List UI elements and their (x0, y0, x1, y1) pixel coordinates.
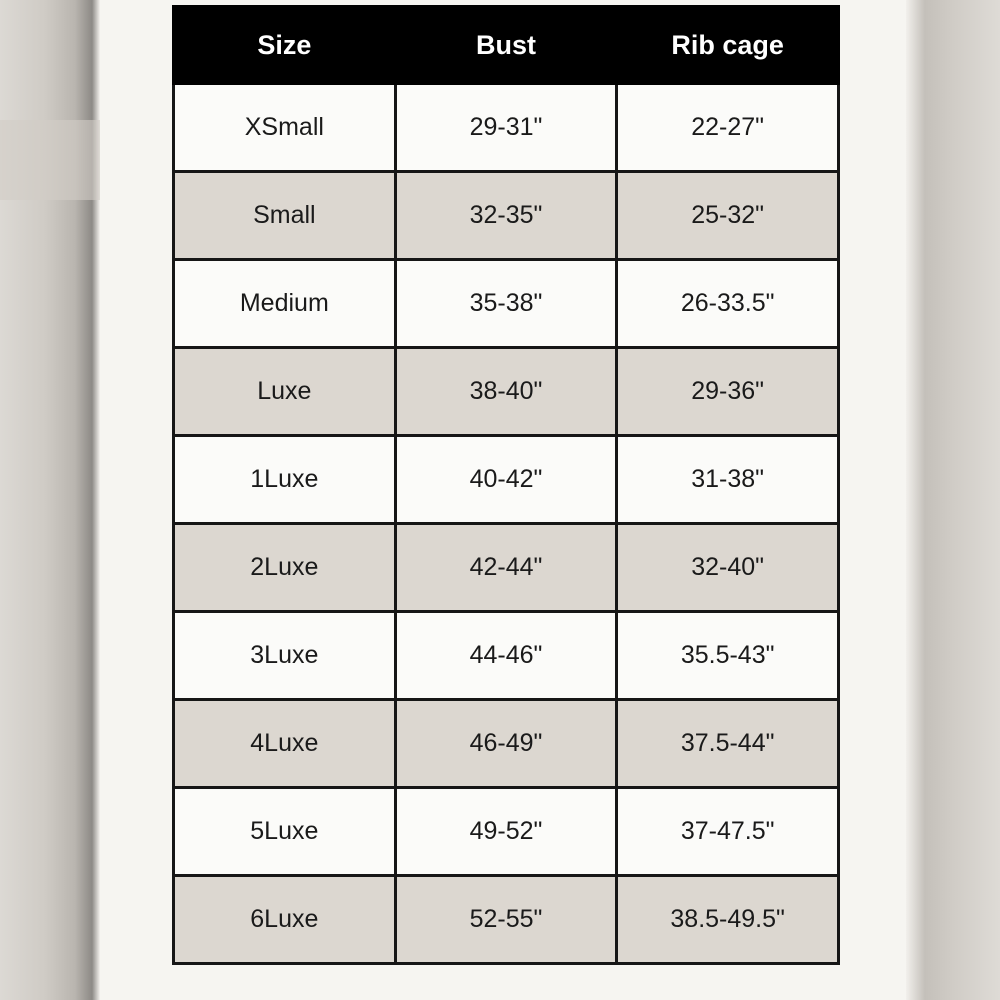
table-row (174, 612, 839, 700)
column-header-size: Size (174, 7, 396, 84)
table-row (174, 876, 839, 964)
bust-cell: 52-55" (395, 876, 617, 964)
size-cell: Small (174, 172, 396, 260)
background-blur-right (906, 0, 1000, 1000)
table-row (174, 348, 839, 436)
table-row (174, 260, 839, 348)
size-cell: Luxe (174, 348, 396, 436)
rib-cage-cell: 25-32" (617, 172, 839, 260)
table-row (174, 84, 839, 172)
bust-cell: 49-52" (395, 788, 617, 876)
size-cell: 1Luxe (174, 436, 396, 524)
size-cell: 3Luxe (174, 612, 396, 700)
bust-cell: 46-49" (395, 700, 617, 788)
table-row (174, 524, 839, 612)
rib-cage-cell: 31-38" (617, 436, 839, 524)
size-cell: 6Luxe (174, 876, 396, 964)
size-cell: 5Luxe (174, 788, 396, 876)
rib-cage-cell: 37-47.5" (617, 788, 839, 876)
table-row (174, 172, 839, 260)
table-body (174, 84, 839, 964)
table-row (174, 436, 839, 524)
rib-cage-cell: 32-40" (617, 524, 839, 612)
bust-cell: 42-44" (395, 524, 617, 612)
rib-cage-cell: 38.5-49.5" (617, 876, 839, 964)
bust-cell: 32-35" (395, 172, 617, 260)
bust-cell: 38-40" (395, 348, 617, 436)
background-blur-left (0, 0, 100, 1000)
size-cell: Medium (174, 260, 396, 348)
rib-cage-cell: 29-36" (617, 348, 839, 436)
bust-cell: 40-42" (395, 436, 617, 524)
bust-cell: 29-31" (395, 84, 617, 172)
header-row (174, 7, 839, 84)
rib-cage-cell: 37.5-44" (617, 700, 839, 788)
size-cell: XSmall (174, 84, 396, 172)
rib-cage-cell: 26-33.5" (617, 260, 839, 348)
table-row (174, 788, 839, 876)
size-cell: 2Luxe (174, 524, 396, 612)
bust-cell: 44-46" (395, 612, 617, 700)
size-chart-table (172, 5, 840, 965)
size-chart-card (100, 0, 906, 1000)
bust-cell: 35-38" (395, 260, 617, 348)
rib-cage-cell: 22-27" (617, 84, 839, 172)
column-header-bust: Bust (395, 7, 617, 84)
table-row (174, 700, 839, 788)
rib-cage-cell: 35.5-43" (617, 612, 839, 700)
size-cell: 4Luxe (174, 700, 396, 788)
column-header-rib-cage: Rib cage (617, 7, 839, 84)
